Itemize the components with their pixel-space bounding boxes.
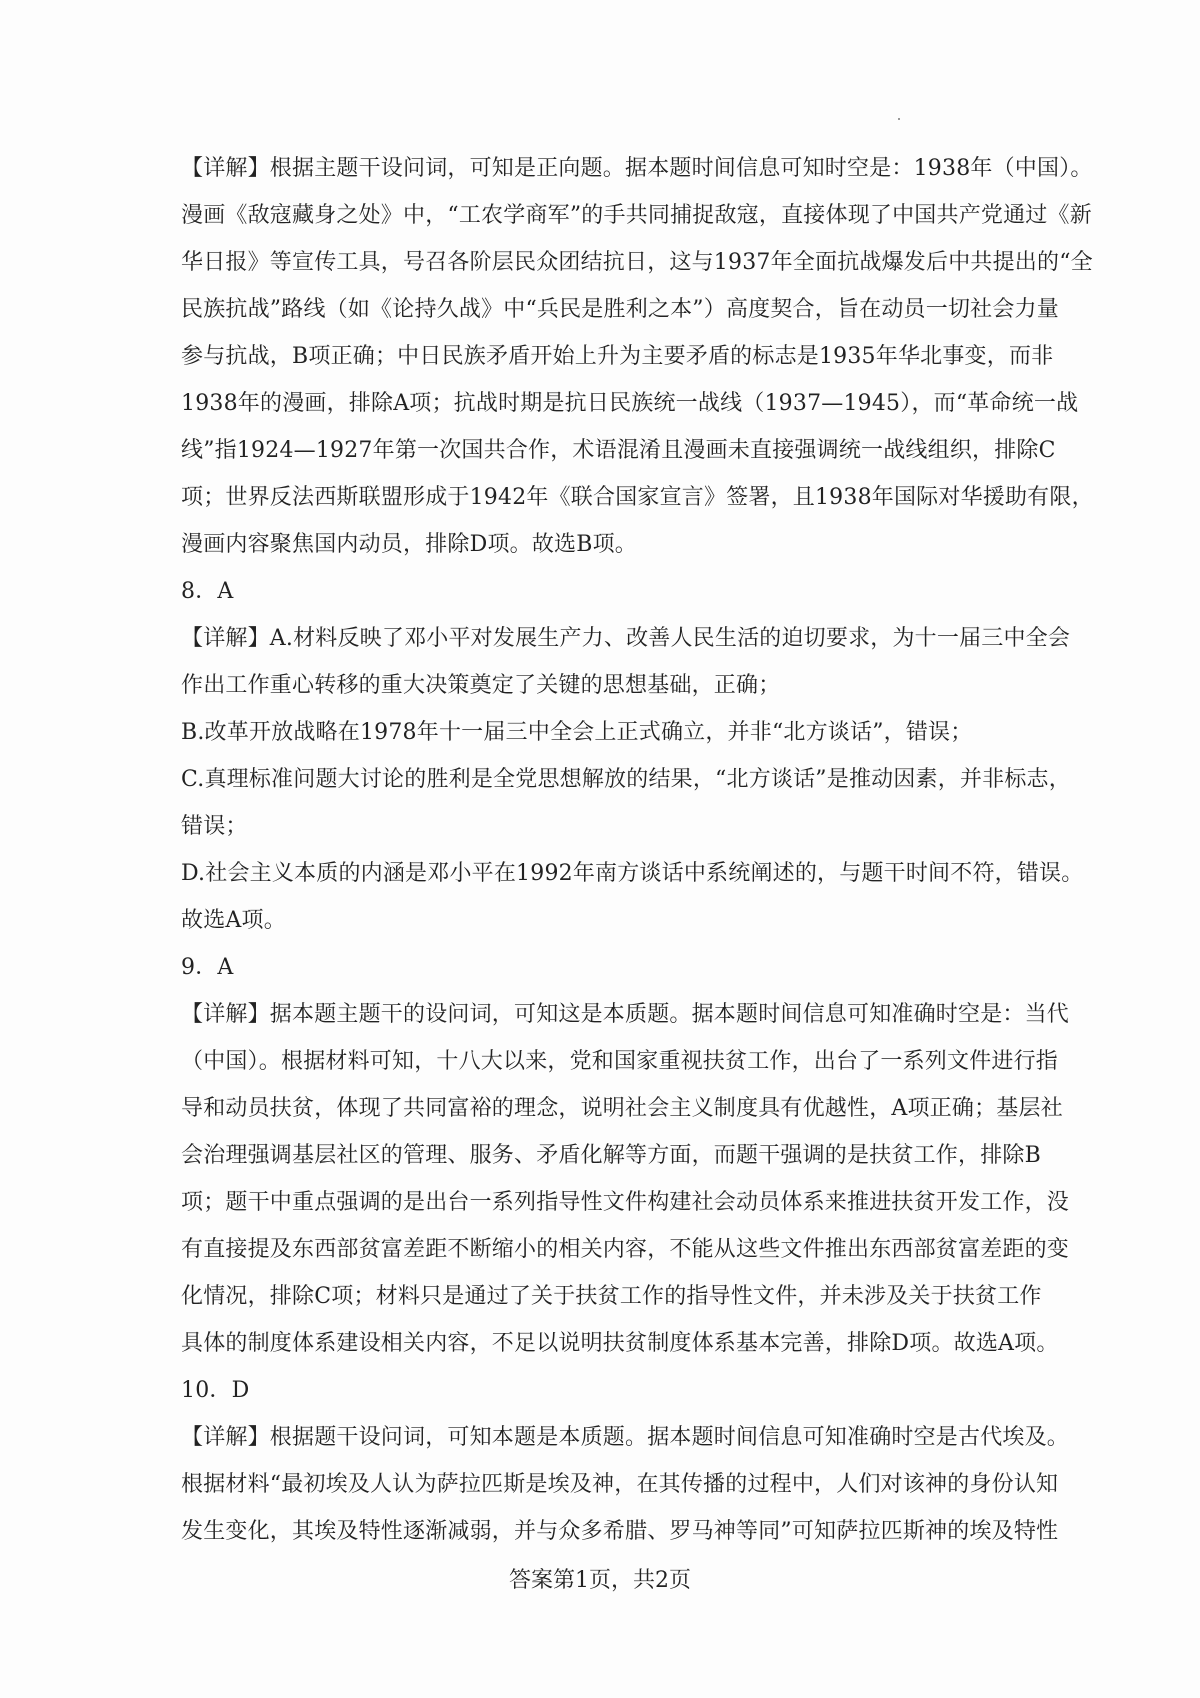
text-line: 会治理强调基层社区的管理、服务、矛盾化解等方面，而题干强调的是扶贫工作，排除B bbox=[181, 1143, 1041, 1168]
answer-10: 10．D bbox=[181, 1378, 250, 1403]
text-line: 导和动员扶贫，体现了共同富裕的理念，说明社会主义制度具有优越性，A项正确；基层社 bbox=[181, 1096, 1063, 1121]
text-line: 错误； bbox=[181, 814, 248, 839]
page-footer: 答案第1页，共2页 bbox=[509, 1568, 691, 1593]
text-line: 发生变化，其埃及特性逐渐减弱，并与众多希腊、罗马神等同”可知萨拉匹斯神的埃及特性 bbox=[181, 1519, 1059, 1544]
text-line: 线”指1924—1927年第一次国共合作，术语混淆且漫画未直接强调统一战线组织，排除C bbox=[181, 438, 1056, 463]
text-line: 作出工作重心转移的重大决策奠定了关键的思想基础，正确； bbox=[181, 673, 781, 698]
text-line: 【详解】根据题干设问词，可知本题是本质题。据本题时间信息可知准确时空是古代埃及。 bbox=[181, 1425, 1070, 1450]
text-line: 【详解】A.材料反映了邓小平对发展生产力、改善人民生活的迫切要求，为十一届三中全会 bbox=[181, 626, 1071, 651]
text-line: 1938年的漫画，排除A项；抗战时期是抗日民族统一战线（1937—1945），而“革命统一战 bbox=[181, 391, 1079, 416]
text-line: 化情况，排除C项；材料只是通过了关于扶贫工作的指导性文件，并未涉及关于扶贫工作 bbox=[181, 1284, 1042, 1309]
text-line: （中国）。根据材料可知，十八大以来，党和国家重视扶贫工作，出台了一系列文件进行指 bbox=[181, 1049, 1059, 1074]
answer-content bbox=[181, 145, 1094, 1555]
text-line: 【详解】据本题主题干的设问词，可知这是本质题。据本题时间信息可知准确时空是：当代 bbox=[181, 1002, 1070, 1027]
text-line: C.真理标准问题大讨论的胜利是全党思想解放的结果，“北方谈话”是推动因素，并非标志， bbox=[181, 767, 1071, 792]
text-line: 有直接提及东西部贫富差距不断缩小的相关内容，不能从这些文件推出东西部贫富差距的变 bbox=[181, 1237, 1070, 1262]
text-line: B.改革开放战略在1978年十一届三中全会上正式确立，并非“北方谈话”，错误； bbox=[181, 720, 973, 745]
text-line: 项；题干中重点强调的是出台一系列指导性文件构建社会动员体系来推进扶贫开发工作，没 bbox=[181, 1190, 1070, 1215]
text-line: 漫画内容聚焦国内动员，排除D项。故选B项。 bbox=[181, 532, 638, 557]
text-line: 参与抗战，B项正确；中日民族矛盾开始上升为主要矛盾的标志是1935年华北事变，而非 bbox=[181, 344, 1054, 369]
answer-8: 8．A bbox=[181, 579, 234, 604]
text-line: D.社会主义本质的内涵是邓小平在1992年南方谈话中系统阐述的，与题干时间不符，错误。 bbox=[181, 861, 1084, 886]
text-line: 【详解】根据主题干设问词，可知是正向题。据本题时间信息可知时空是：1938年（中国）。 bbox=[181, 156, 1093, 181]
text-line: 漫画《敌寇藏身之处》中，“工农学商军”的手共同捕捉敌寇，直接体现了中国共产党通过《新 bbox=[181, 203, 1092, 228]
text-line: 故选A项。 bbox=[181, 908, 286, 933]
text-line: 项；世界反法西斯联盟形成于1942年《联合国家宣言》签署，且1938年国际对华援助有限， bbox=[181, 485, 1094, 510]
text-line: 民族抗战”路线（如《论持久战》中“兵民是胜利之本”）高度契合，旨在动员一切社会力量 bbox=[181, 297, 1059, 322]
text-line: 具体的制度体系建设相关内容，不足以说明扶贫制度体系基本完善，排除D项。故选A项。 bbox=[181, 1331, 1059, 1356]
answer-9: 9．A bbox=[181, 955, 234, 980]
scan-speck bbox=[898, 118, 900, 120]
text-line: 根据材料“最初埃及人认为萨拉匹斯是埃及神，在其传播的过程中，人们对该神的身份认知 bbox=[181, 1472, 1059, 1497]
text-line: 华日报》等宣传工具，号召各阶层民众团结抗日，这与1937年全面抗战爆发后中共提出的“全 bbox=[181, 250, 1093, 275]
